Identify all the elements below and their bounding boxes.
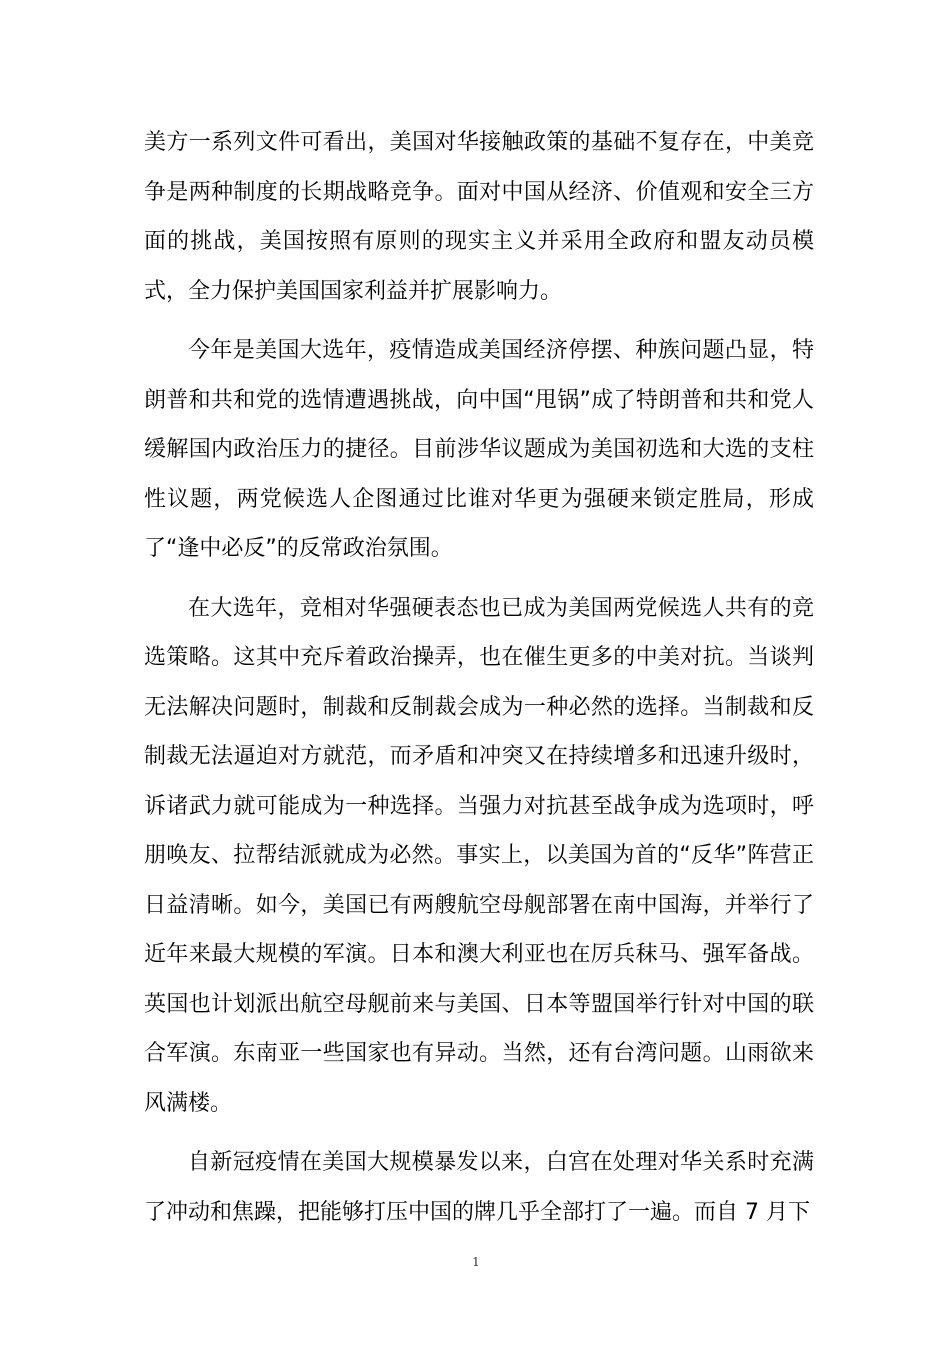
- paragraph-3: 在大选年，竞相对华强硬表态也已成为美国两党候选人共有的竞选策略。这其中充斥着政治操弄，也在催生更多的中美对抗。当谈判无法解决问题时，制裁和反制裁会成为一种必然的选择。当制裁和反制裁无法逼迫对方就范，而矛盾和冲突又在持续增多和迅速升级时，诉诸武力就可能成为一种选择。当强力对抗甚至战争成为选项时，呼朋唤友、拉帮结派就成为必然。事实上，以美国为首的“反华”阵营正日益清晰。如今，美国已有两艘航空母舰部署在南中国海，并举行了近年来最大规模的军演。日本和澳大利亚也在厉兵秣马、强军备战。英国也计划派出航空母舰前来与美国、日本等盟国举行针对中国的联合军演。东南亚一些国家也有异动。当然，还有台湾问题。山雨欲来风满楼。: [144, 595, 814, 1116]
- paragraph-1: 美方一系列文件可看出，美国对华接触政策的基础不复存在，中美竞争是两种制度的长期战略竞争。面对中国从经济、价值观和安全三方面的挑战，美国按照有原则的现实主义并采用全政府和盟友动员模式，全力保护美国国家利益并扩展影响力。: [144, 130, 814, 304]
- paragraph-4: 自新冠疫情在美国大规模暴发以来，白宫在处理对华关系时充满了冲动和焦躁，把能够打压中国的牌几乎全部打了一遍。而自 7 月下: [144, 1150, 814, 1225]
- document-body: [144, 118, 814, 1247]
- paragraph-2: 今年是美国大选年，疫情造成美国经济停摆、种族问题凸显，特朗普和共和党的选情遭遇挑战，向中国“甩锅”成了特朗普和共和党人缓解国内政治压力的捷径。目前涉华议题成为美国初选和大选的支柱性议题，两党候选人企图通过比谁对华更为强硬来锁定胜局，形成了“逢中必反”的反常政治氛围。: [144, 338, 814, 561]
- page-number: 1: [472, 1255, 480, 1269]
